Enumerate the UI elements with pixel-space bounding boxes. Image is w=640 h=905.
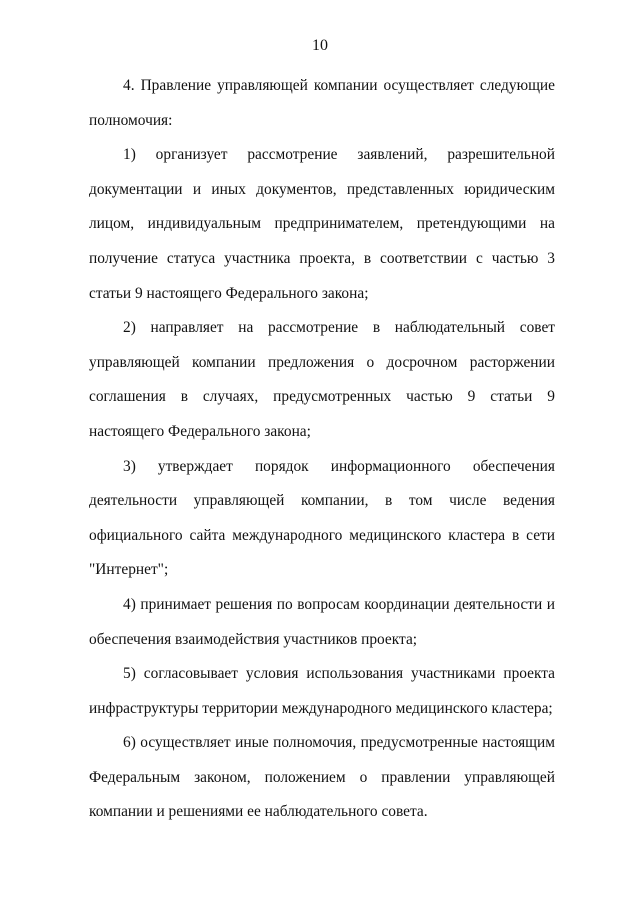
document-body	[89, 69, 555, 830]
paragraph-item-6: 6) осуществляет иные полномочия, предусмотренные настоящим Федеральным законом, положением о правлении управляющей компании и решениями ее наблюдательного совета.	[89, 734, 555, 821]
paragraph-section-4-intro: 4. Правление управляющей компании осуществляет следующие полномочия:	[89, 77, 555, 129]
paragraph-item-5: 5) согласовывает условия использования участниками проекта инфраструктуры территории международного медицинского кластера;	[89, 665, 555, 717]
page-number: 10	[312, 37, 328, 54]
paragraph-item-3: 3) утверждает порядок информационного обеспечения деятельности управляющей компании, в том числе ведения официального сайта международного медицинского кластера в сети "Интернет";	[89, 457, 555, 579]
paragraph-item-4: 4) принимает решения по вопросам координации деятельности и обеспечения взаимодействия участников проекта;	[89, 595, 555, 648]
paragraph-item-2: 2) направляет на рассмотрение в наблюдательный совет управляющей компании предложения о досрочном расторжении соглашения в случаях, предусмотренных частью 9 статьи 9 настоящего Федерального закона;	[89, 319, 555, 440]
paragraph-item-1: 1) организует рассмотрение заявлений, разрешительной документации и иных документов, представленных юридическим лицом, индивидуальным предпринимателем, претендующими на получение статуса участника проекта, в соответствии с частью 3 статьи 9 настоящего Федерального закона;	[89, 146, 555, 302]
